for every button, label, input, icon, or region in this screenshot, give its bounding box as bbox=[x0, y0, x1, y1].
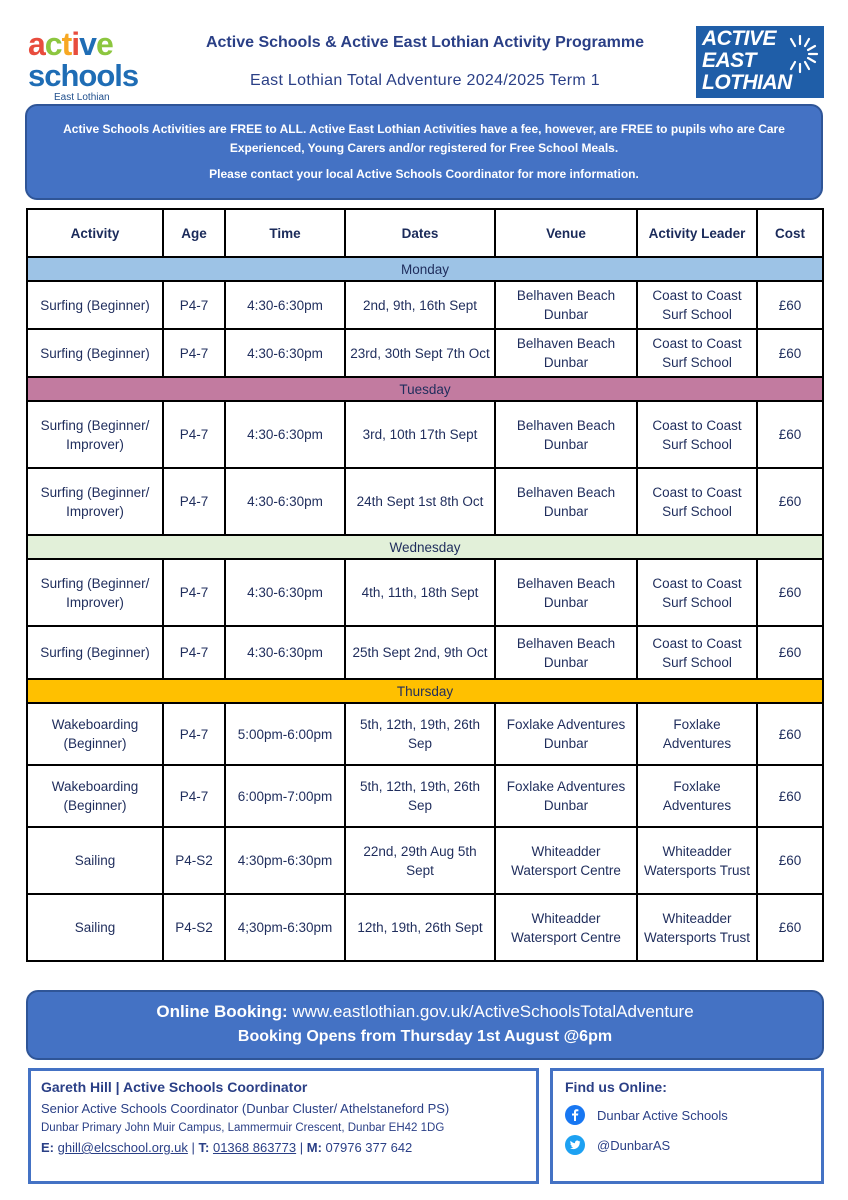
cell-time: 4:30-6:30pm bbox=[225, 329, 345, 377]
cell-time: 6:00pm-7:00pm bbox=[225, 765, 345, 827]
facebook-link[interactable] bbox=[565, 1105, 809, 1125]
cell-leader: Coast to Coast Surf School bbox=[637, 468, 757, 535]
cell-cost: £60 bbox=[757, 626, 823, 679]
cell-age: P4-7 bbox=[163, 281, 225, 329]
cell-leader: Foxlake Adventures bbox=[637, 703, 757, 765]
contact-box bbox=[28, 1068, 539, 1184]
table-row bbox=[27, 765, 823, 827]
cell-cost: £60 bbox=[757, 468, 823, 535]
booking-label: Online Booking: bbox=[156, 1002, 288, 1021]
cell-venue: Belhaven Beach Dunbar bbox=[495, 559, 637, 626]
cell-cost: £60 bbox=[757, 703, 823, 765]
booking-line bbox=[28, 1002, 822, 1022]
social-box bbox=[550, 1068, 824, 1184]
cell-activity: Surfing (Beginner/ Improver) bbox=[27, 401, 163, 468]
page-subtitle: East Lothian Total Adventure 2024/2025 Term 1 bbox=[249, 72, 601, 89]
cell-age: P4-7 bbox=[163, 765, 225, 827]
cell-leader: Coast to Coast Surf School bbox=[637, 281, 757, 329]
day-row-thursday bbox=[27, 679, 823, 703]
header-dates: Dates bbox=[345, 209, 495, 257]
cell-cost: £60 bbox=[757, 559, 823, 626]
cell-venue: Foxlake Adventures Dunbar bbox=[495, 703, 637, 765]
email-label: E: bbox=[41, 1140, 54, 1155]
cell-leader: Coast to Coast Surf School bbox=[637, 401, 757, 468]
cell-leader: Coast to Coast Surf School bbox=[637, 559, 757, 626]
table-row bbox=[27, 626, 823, 679]
contact-details: E: ghill@elcschool.org.uk | T: 01368 863773 | M: 07976 377 642 bbox=[41, 1140, 413, 1155]
cell-leader: Whiteadder Watersports Trust bbox=[637, 827, 757, 894]
logo-line-3: LOTHIAN bbox=[702, 71, 792, 94]
facebook-label: Dunbar Active Schools bbox=[597, 1107, 728, 1123]
logo-word-active: active bbox=[28, 26, 113, 62]
twitter-link[interactable] bbox=[565, 1135, 809, 1155]
logo-line-1: ACTIVE bbox=[702, 27, 777, 50]
cell-leader: Coast to Coast Surf School bbox=[637, 329, 757, 377]
cell-time: 4:30-6:30pm bbox=[225, 281, 345, 329]
twitter-icon bbox=[565, 1135, 585, 1155]
contact-address: Dunbar Primary John Muir Campus, Lammermuir Crescent, Dunbar EH42 1DG bbox=[41, 1122, 445, 1134]
header-activity: Activity bbox=[27, 209, 163, 257]
cell-activity: Surfing (Beginner/ Improver) bbox=[27, 559, 163, 626]
info-contact-text: Please contact your local Active Schools Coordinator for more information. bbox=[209, 167, 639, 181]
header-leader: Activity Leader bbox=[637, 209, 757, 257]
day-row-monday bbox=[27, 257, 823, 281]
email-link[interactable]: ghill@elcschool.org.uk bbox=[57, 1140, 188, 1155]
booking-banner bbox=[26, 990, 824, 1060]
cell-time: 5:00pm-6:00pm bbox=[225, 703, 345, 765]
cell-cost: £60 bbox=[757, 765, 823, 827]
cell-age: P4-7 bbox=[163, 329, 225, 377]
cell-cost: £60 bbox=[757, 894, 823, 961]
cell-venue: Whiteadder Watersport Centre bbox=[495, 827, 637, 894]
day-row-wednesday bbox=[27, 535, 823, 559]
cell-dates: 4th, 11th, 18th Sept bbox=[345, 559, 495, 626]
cell-cost: £60 bbox=[757, 827, 823, 894]
cell-venue: Belhaven Beach Dunbar bbox=[495, 626, 637, 679]
twitter-label: @DunbarAS bbox=[597, 1137, 671, 1153]
table-row bbox=[27, 329, 823, 377]
info-banner bbox=[25, 104, 823, 200]
cell-cost: £60 bbox=[757, 281, 823, 329]
mobile-label: M: bbox=[306, 1140, 322, 1155]
logo-word-schools: schools bbox=[28, 58, 139, 93]
cell-age: P4-7 bbox=[163, 559, 225, 626]
cell-activity: Surfing (Beginner) bbox=[27, 626, 163, 679]
cell-cost: £60 bbox=[757, 329, 823, 377]
day-label: Monday bbox=[27, 257, 823, 281]
cell-age: P4-7 bbox=[163, 703, 225, 765]
table-row bbox=[27, 401, 823, 468]
active-east-lothian-logo bbox=[696, 26, 824, 98]
booking-opens: Booking Opens from Thursday 1st August @6pm bbox=[237, 1028, 613, 1045]
page-title: Active Schools & Active East Lothian Activity Programme bbox=[205, 34, 645, 51]
cell-dates: 22nd, 29th Aug 5th Sept bbox=[345, 827, 495, 894]
cell-time: 4:30pm-6:30pm bbox=[225, 827, 345, 894]
cell-time: 4;30pm-6:30pm bbox=[225, 894, 345, 961]
mobile-number: 07976 377 642 bbox=[325, 1140, 413, 1155]
sunburst-icon bbox=[780, 32, 820, 76]
table-row bbox=[27, 559, 823, 626]
active-schools-logo bbox=[22, 20, 142, 106]
cell-venue: Whiteadder Watersport Centre bbox=[495, 894, 637, 961]
table-row bbox=[27, 281, 823, 329]
booking-url[interactable]: www.eastlothian.gov.uk/ActiveSchoolsTotalAdventure bbox=[292, 1002, 694, 1021]
social-heading: Find us Online: bbox=[565, 1079, 667, 1095]
cell-time: 4:30-6:30pm bbox=[225, 626, 345, 679]
contact-name: Gareth Hill | Active Schools Coordinator bbox=[41, 1079, 308, 1095]
cell-venue: Belhaven Beach Dunbar bbox=[495, 281, 637, 329]
day-label: Wednesday bbox=[27, 535, 823, 559]
cell-age: P4-S2 bbox=[163, 894, 225, 961]
table-row bbox=[27, 468, 823, 535]
cell-leader: Whiteadder Watersports Trust bbox=[637, 894, 757, 961]
cell-time: 4:30-6:30pm bbox=[225, 468, 345, 535]
cell-dates: 5th, 12th, 19th, 26th Sep bbox=[345, 765, 495, 827]
cell-leader: Foxlake Adventures bbox=[637, 765, 757, 827]
cell-time: 4:30-6:30pm bbox=[225, 401, 345, 468]
table-row bbox=[27, 827, 823, 894]
cell-age: P4-7 bbox=[163, 468, 225, 535]
day-label: Tuesday bbox=[27, 377, 823, 401]
cell-activity: Wakeboarding (Beginner) bbox=[27, 703, 163, 765]
cell-dates: 5th, 12th, 19th, 26th Sep bbox=[345, 703, 495, 765]
cell-activity: Sailing bbox=[27, 894, 163, 961]
header-venue: Venue bbox=[495, 209, 637, 257]
day-row-tuesday bbox=[27, 377, 823, 401]
cell-cost: £60 bbox=[757, 401, 823, 468]
facebook-icon bbox=[565, 1105, 585, 1125]
header-cost: Cost bbox=[757, 209, 823, 257]
cell-dates: 3rd, 10th 17th Sept bbox=[345, 401, 495, 468]
cell-dates: 12th, 19th, 26th Sept bbox=[345, 894, 495, 961]
cell-age: P4-7 bbox=[163, 401, 225, 468]
cell-dates: 24th Sept 1st 8th Oct bbox=[345, 468, 495, 535]
cell-venue: Belhaven Beach Dunbar bbox=[495, 401, 637, 468]
cell-activity: Surfing (Beginner) bbox=[27, 281, 163, 329]
header-age: Age bbox=[163, 209, 225, 257]
cell-dates: 23rd, 30th Sept 7th Oct bbox=[345, 329, 495, 377]
table-header-row bbox=[27, 209, 823, 257]
cell-activity: Surfing (Beginner/ Improver) bbox=[27, 468, 163, 535]
contact-role: Senior Active Schools Coordinator (Dunbar Cluster/ Athelstaneford PS) bbox=[41, 1101, 450, 1116]
activity-table bbox=[26, 208, 824, 962]
cell-venue: Belhaven Beach Dunbar bbox=[495, 468, 637, 535]
cell-activity: Wakeboarding (Beginner) bbox=[27, 765, 163, 827]
cell-dates: 25th Sept 2nd, 9th Oct bbox=[345, 626, 495, 679]
cell-leader: Coast to Coast Surf School bbox=[637, 626, 757, 679]
day-label: Thursday bbox=[27, 679, 823, 703]
logo-subtitle: East Lothian bbox=[54, 92, 110, 103]
cell-age: P4-S2 bbox=[163, 827, 225, 894]
phone-label: T: bbox=[198, 1140, 210, 1155]
cell-venue: Belhaven Beach Dunbar bbox=[495, 329, 637, 377]
table-row bbox=[27, 894, 823, 961]
cell-dates: 2nd, 9th, 16th Sept bbox=[345, 281, 495, 329]
cell-activity: Sailing bbox=[27, 827, 163, 894]
cell-venue: Foxlake Adventures Dunbar bbox=[495, 765, 637, 827]
logo-line-2: EAST bbox=[702, 49, 757, 72]
table-row bbox=[27, 703, 823, 765]
phone-link[interactable]: 01368 863773 bbox=[212, 1140, 297, 1155]
cell-time: 4:30-6:30pm bbox=[225, 559, 345, 626]
cell-age: P4-7 bbox=[163, 626, 225, 679]
info-fee-text: Active Schools Activities are FREE to ALL. Active East Lothian Activities have a fee, however, are FREE to pupils who are Care Experienced, Young Carers and/or registered for Free School Meals. bbox=[63, 122, 785, 155]
header-time: Time bbox=[225, 209, 345, 257]
cell-activity: Surfing (Beginner) bbox=[27, 329, 163, 377]
